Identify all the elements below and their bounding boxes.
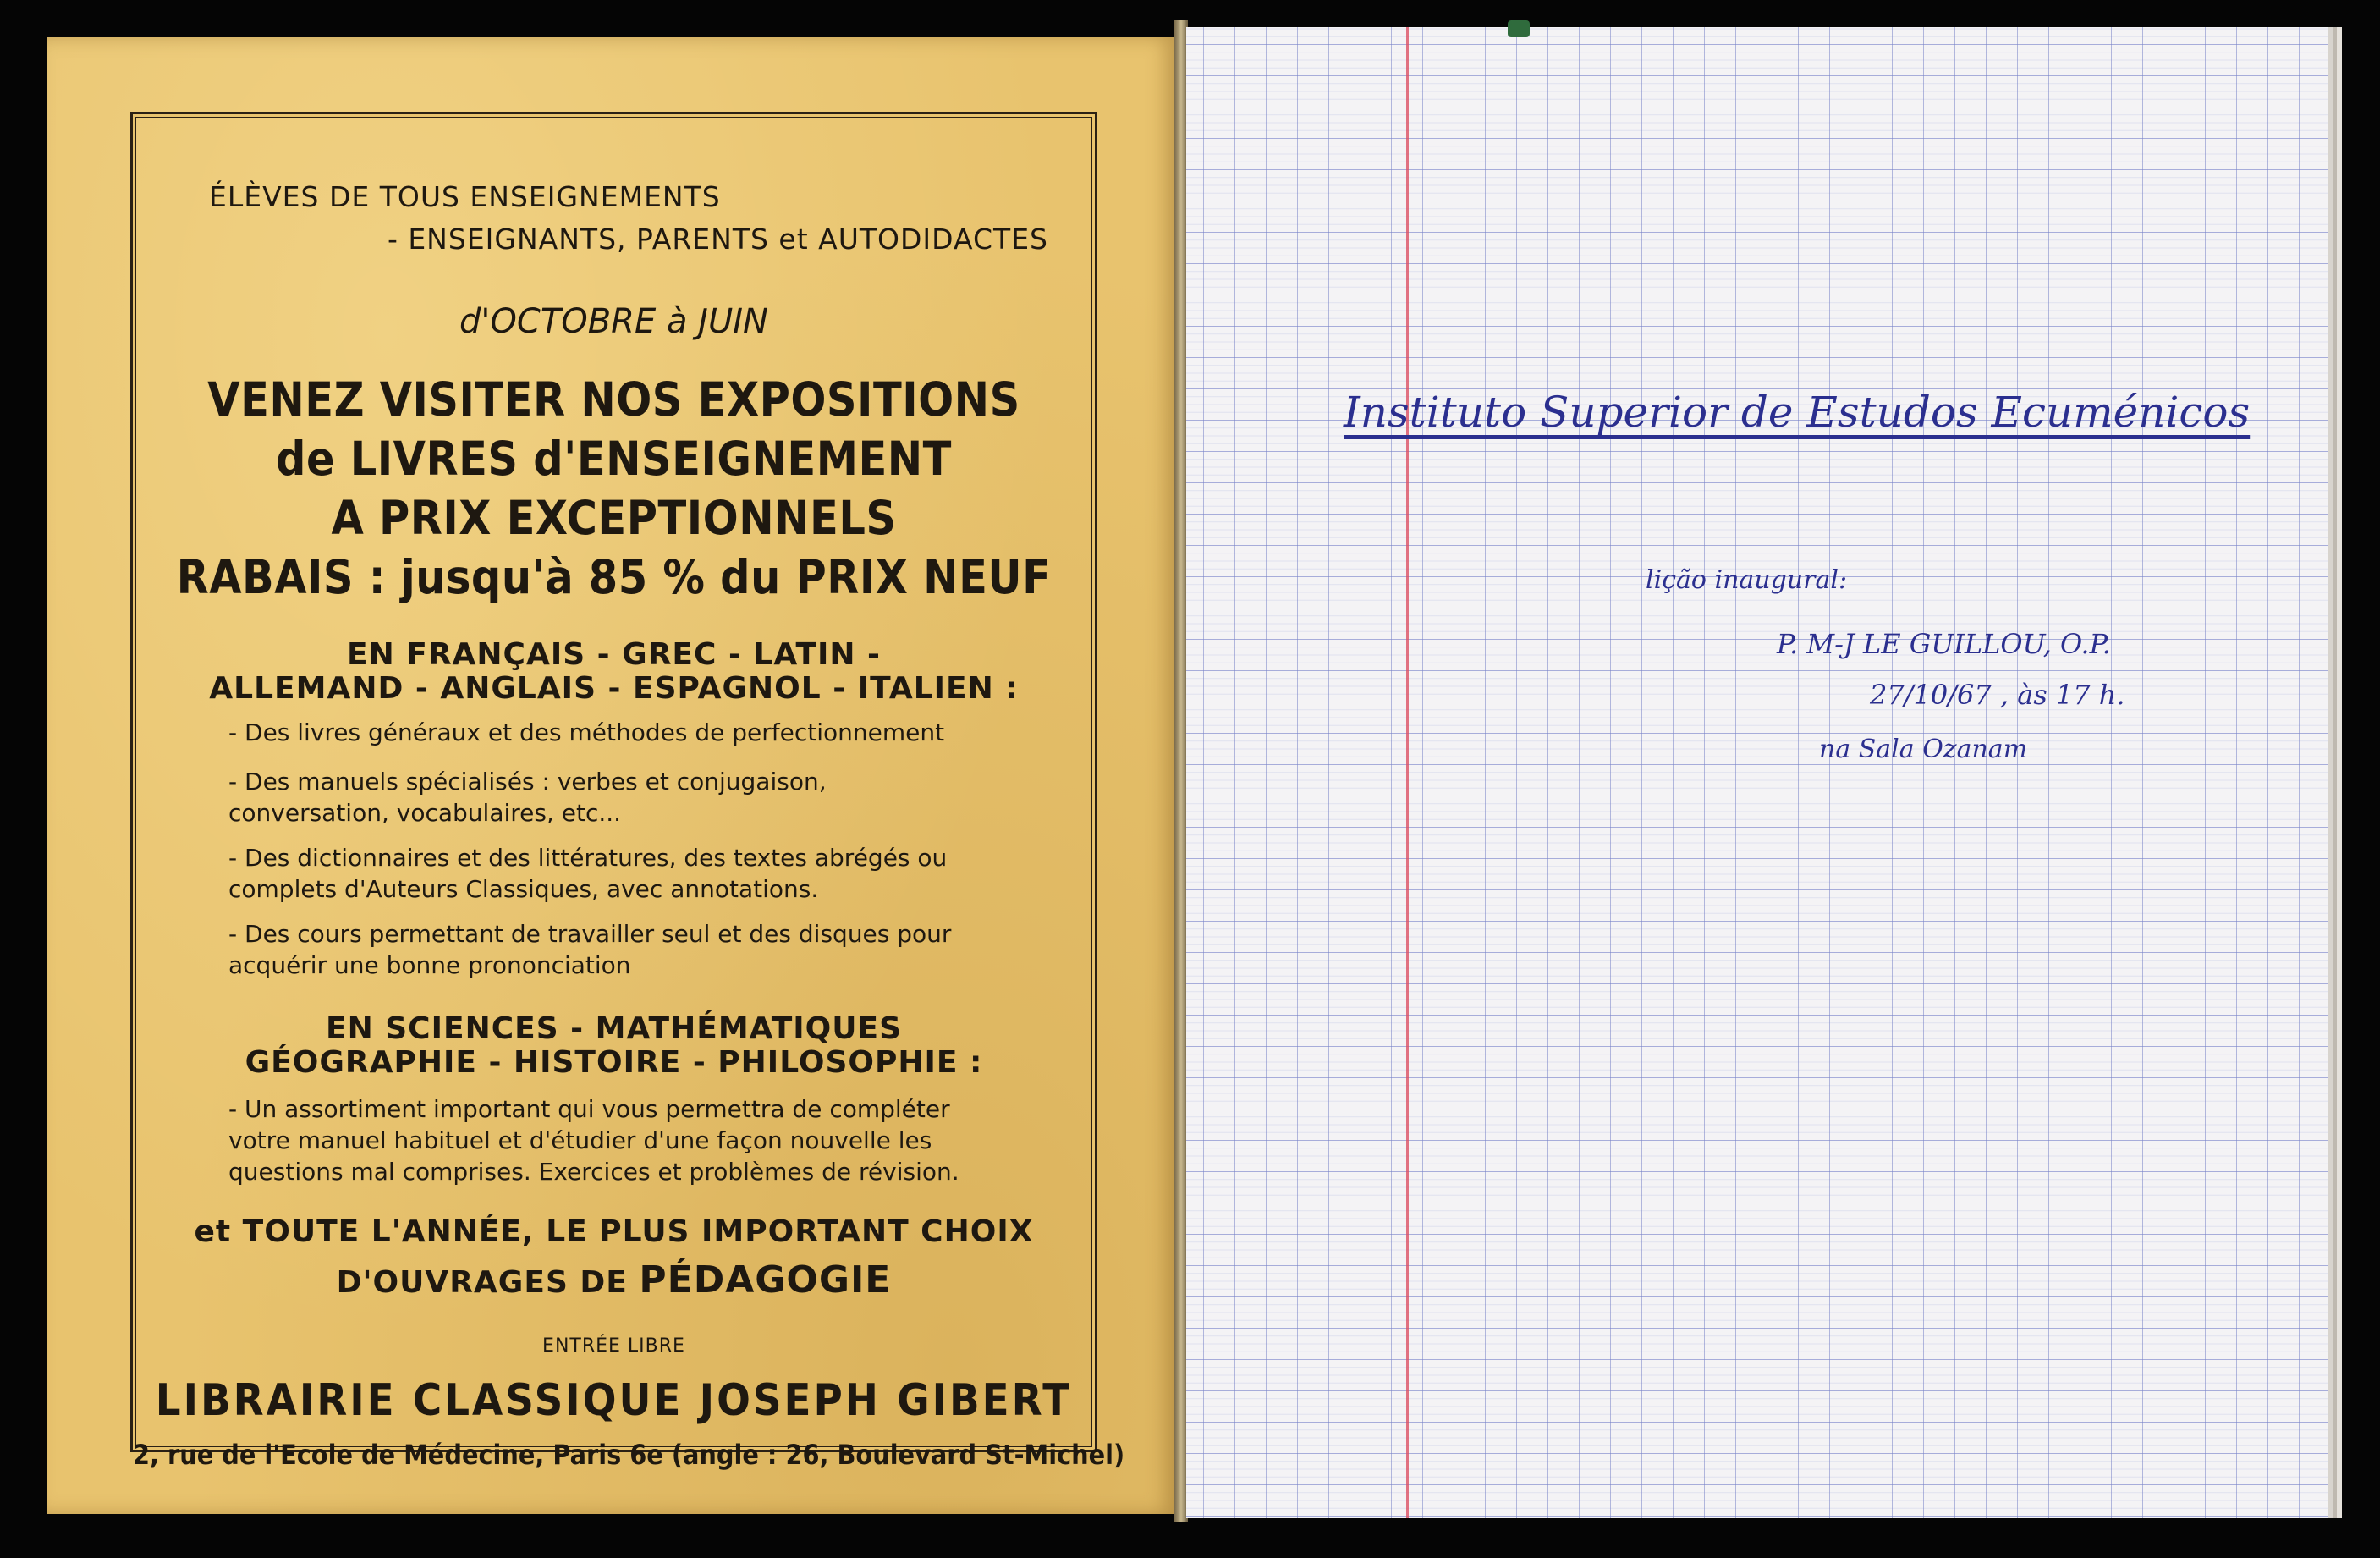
language-item: - Des livres généraux et des méthodes de perfectionnement [228,718,945,746]
right-page-notebook [1186,27,2333,1518]
headline-4: RABAIS : jusqu'à 85 % du PRIX NEUF [176,550,1052,604]
handwritten-line-4: na Sala Ozanam [1819,735,2028,764]
headline-3: A PRIX EXCEPTIONNELS [331,491,897,545]
staple-icon [1508,20,1530,37]
closing-line-1: et TOUTE L'ANNÉE, LE PLUS IMPORTANT CHOIX [194,1214,1034,1249]
closing-prefix: D'OUVRAGES DE [336,1265,640,1300]
sciences-item: - Un assortiment important qui vous permettra de compléter votre manuel habituel et d'étudier d'une façon nouvelle les questions mal comprises. Exercices et problèmes de révision. [228,1095,959,1186]
headline-1: VENEZ VISITER NOS EXPOSITIONS [207,372,1020,427]
sciences-heading-2: GÉOGRAPHIE - HISTOIRE - PHILOSOPHIE : [245,1045,983,1080]
closing-emphasis: PÉDAGOGIE [639,1258,892,1302]
languages-heading-1: EN FRANÇAIS - GREC - LATIN - [346,637,882,672]
shop-address: 2, rue de l'Ecole de Médecine, Paris 6e (angle : 26, Boulevard St-Michel) [133,1439,1125,1471]
handwritten-line-1: lição inaugural: [1646,565,1848,595]
handwritten-line-3: 27/10/67 , às 17 h. [1870,679,2125,711]
closing-line-2 [133,1258,1095,1302]
period: d'OCTOBRE à JUIN [459,302,768,341]
left-page-advert [47,37,1177,1514]
audience-line-2: - ENSEIGNANTS, PARENTS et AUTODIDACTES [387,223,1048,256]
sciences-heading-1: EN SCIENCES - MATHÉMATIQUES [325,1011,903,1046]
language-item: - Des dictionnaires et des littératures, des textes abrégés ou complets d'Auteurs Classiques, avec annotations. [228,844,948,903]
language-item: - Des cours permettant de travailler seul et des disques pour acquérir une bonne prononciation [228,920,952,979]
languages-heading-2: ALLEMAND - ANGLAIS - ESPAGNOL - ITALIEN : [209,671,1019,706]
handwritten-title: Instituto Superior de Estudos Ecuménicos [1344,388,2251,437]
advert-frame [130,112,1125,1471]
red-margin-line [1406,27,1409,1518]
audience-line-1: ÉLÈVES DE TOUS ENSEIGNEMENTS [209,180,721,213]
handwritten-line-2: P. M-J LE GUILLOU, O.P. [1777,628,2111,660]
entry-note: ENTRÉE LIBRE [542,1335,685,1357]
shop-name: LIBRAIRIE CLASSIQUE JOSEPH GIBERT [155,1375,1073,1426]
language-item: - Des manuels spécialisés : verbes et conjugaison, conversation, vocabulaires, etc... [228,768,827,827]
headline-2: de LIVRES d'ENSEIGNEMENT [276,432,952,486]
